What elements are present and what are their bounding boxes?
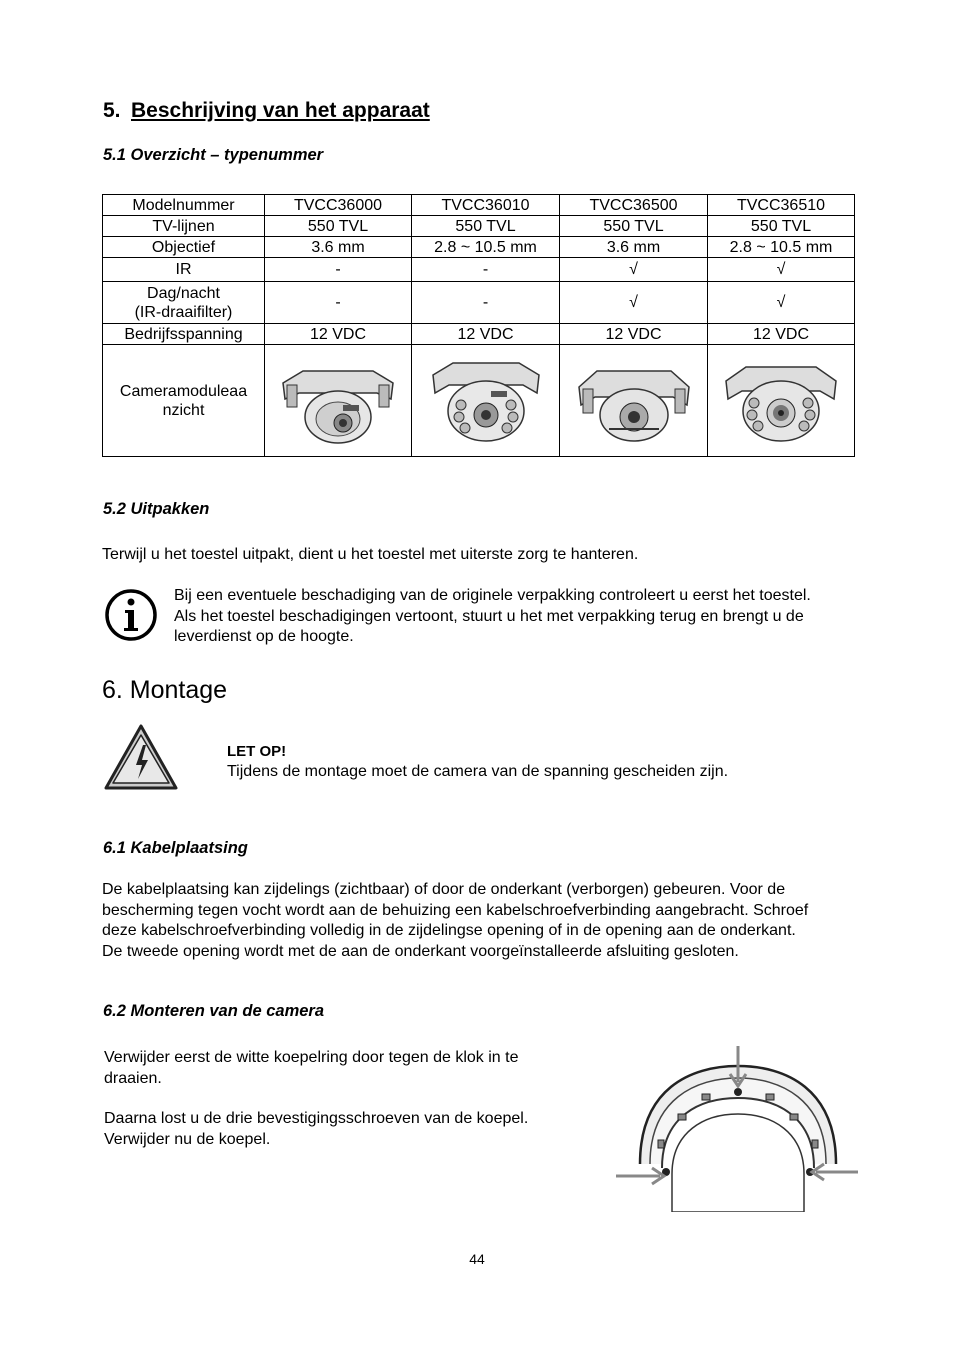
- table-cell: 12 VDC: [265, 324, 412, 345]
- table-header-cell: TVCC36010: [412, 195, 560, 216]
- table-header-cell: TVCC36510: [708, 195, 855, 216]
- row-label: Bedrijfsspanning: [103, 324, 265, 345]
- high-voltage-warning-icon: [103, 723, 179, 791]
- warning-title: LET OP!: [227, 743, 287, 760]
- mount-paragraph-2: [104, 1109, 594, 1150]
- table-cell: 12 VDC: [560, 324, 708, 345]
- info-note: [174, 586, 894, 648]
- paragraph-line: De kabelplaatsing kan zijdelings (zichtbaar) of door de onderkant (verborgen) gebeuren. Voor de: [102, 881, 786, 898]
- row-label-line: Cameramoduleaa: [119, 382, 248, 400]
- table-cell: 550 TVL: [560, 216, 708, 237]
- table-row: [103, 282, 855, 324]
- row-label-line: nzicht: [162, 401, 205, 419]
- table-row: [103, 237, 855, 258]
- paragraph-line: deze kabelschroefverbinding volledig in de zijdelingse opening of in de opening aan de onderkant.: [102, 922, 796, 939]
- dome-camera-module-image: [716, 353, 846, 449]
- dome-camera-module-image: [569, 353, 699, 449]
- dome-camera-module-image: [421, 353, 551, 449]
- table-cell: 550 TVL: [412, 216, 560, 237]
- table-row: [103, 258, 855, 282]
- section-5-1-title: 5.1 Overzicht – typenummer: [103, 146, 324, 164]
- row-label: Objectief: [103, 237, 265, 258]
- table-cell: √: [560, 258, 708, 282]
- table-image-row: [103, 345, 855, 457]
- section-6-title: 6. Montage: [102, 676, 228, 704]
- paragraph-line: draaien.: [104, 1069, 162, 1087]
- row-label-line: Dag/nacht: [147, 284, 220, 302]
- table-row: [103, 216, 855, 237]
- table-cell: -: [265, 282, 412, 324]
- table-cell: √: [560, 282, 708, 324]
- table-header-cell: Modelnummer: [103, 195, 265, 216]
- info-icon: [104, 588, 158, 642]
- paragraph-line: Daarna lost u de drie bevestigingsschroeven van de koepel.: [104, 1110, 529, 1127]
- table-header-row: [103, 195, 855, 216]
- table-cell: 2.8 ~ 10.5 mm: [412, 237, 560, 258]
- section-5-2-title: 5.2 Uitpakken: [103, 500, 210, 518]
- dome-camera-screws-diagram: [614, 1044, 860, 1212]
- warning-text: Tijdens de montage moet de camera van de spanning gescheiden zijn.: [227, 763, 729, 780]
- section-5-number: 5.: [103, 99, 121, 122]
- model-spec-table: [102, 194, 855, 457]
- camera-image-cell: [560, 345, 708, 457]
- row-label: [103, 282, 265, 324]
- paragraph-line: Verwijder eerst de witte koepelring door tegen de klok in te: [104, 1049, 519, 1066]
- paragraph-line: De tweede opening wordt met de aan de onderkant voorgeïnstalleerde afsluiting gesloten.: [102, 942, 739, 960]
- table-header-cell: TVCC36500: [560, 195, 708, 216]
- dome-camera-module-image: [273, 353, 403, 449]
- section-5-title: Beschrijving van het apparaat: [131, 99, 430, 122]
- section-6-1-title: 6.1 Kabelplaatsing: [103, 839, 248, 857]
- camera-image-cell: [708, 345, 855, 457]
- table-cell: √: [708, 282, 855, 324]
- table-cell: -: [265, 258, 412, 282]
- camera-image-cell: [265, 345, 412, 457]
- row-label: TV-lijnen: [103, 216, 265, 237]
- row-label: [103, 345, 265, 457]
- table-row: [103, 324, 855, 345]
- row-label: IR: [103, 258, 265, 282]
- camera-image-cell: [412, 345, 560, 457]
- table-cell: 3.6 mm: [560, 237, 708, 258]
- mount-paragraph-1: [104, 1048, 594, 1089]
- cable-paragraph: [102, 880, 902, 962]
- paragraph-line: Verwijder nu de koepel.: [104, 1130, 271, 1148]
- section-5-heading: [103, 99, 430, 123]
- unpack-intro: Terwijl u het toestel uitpakt, dient u het toestel met uiterste zorg te hanteren.: [102, 546, 639, 563]
- info-note-line: Als het toestel beschadigingen vertoont, stuurt u het met verpakking terug en brengt u de: [174, 607, 804, 625]
- table-cell: 3.6 mm: [265, 237, 412, 258]
- table-cell: 12 VDC: [412, 324, 560, 345]
- table-cell: √: [708, 258, 855, 282]
- table-header-cell: TVCC36000: [265, 195, 412, 216]
- table-cell: 12 VDC: [708, 324, 855, 345]
- info-note-line: Bij een eventuele beschadiging van de originele verpakking controleert u eerst het toestel.: [174, 587, 811, 604]
- section-6-2-title: 6.2 Monteren van de camera: [103, 1002, 325, 1020]
- info-note-line: leverdienst op de hoogte.: [174, 628, 354, 645]
- row-label-line: (IR-draaifilter): [134, 303, 233, 321]
- page-number: 44: [469, 1251, 485, 1267]
- table-cell: 2.8 ~ 10.5 mm: [708, 237, 855, 258]
- table-cell: 550 TVL: [708, 216, 855, 237]
- table-cell: -: [412, 258, 560, 282]
- table-cell: 550 TVL: [265, 216, 412, 237]
- paragraph-line: bescherming tegen vocht wordt aan de behuizing een kabelschroefverbinding aangebracht. Schroef: [102, 901, 809, 919]
- table-cell: -: [412, 282, 560, 324]
